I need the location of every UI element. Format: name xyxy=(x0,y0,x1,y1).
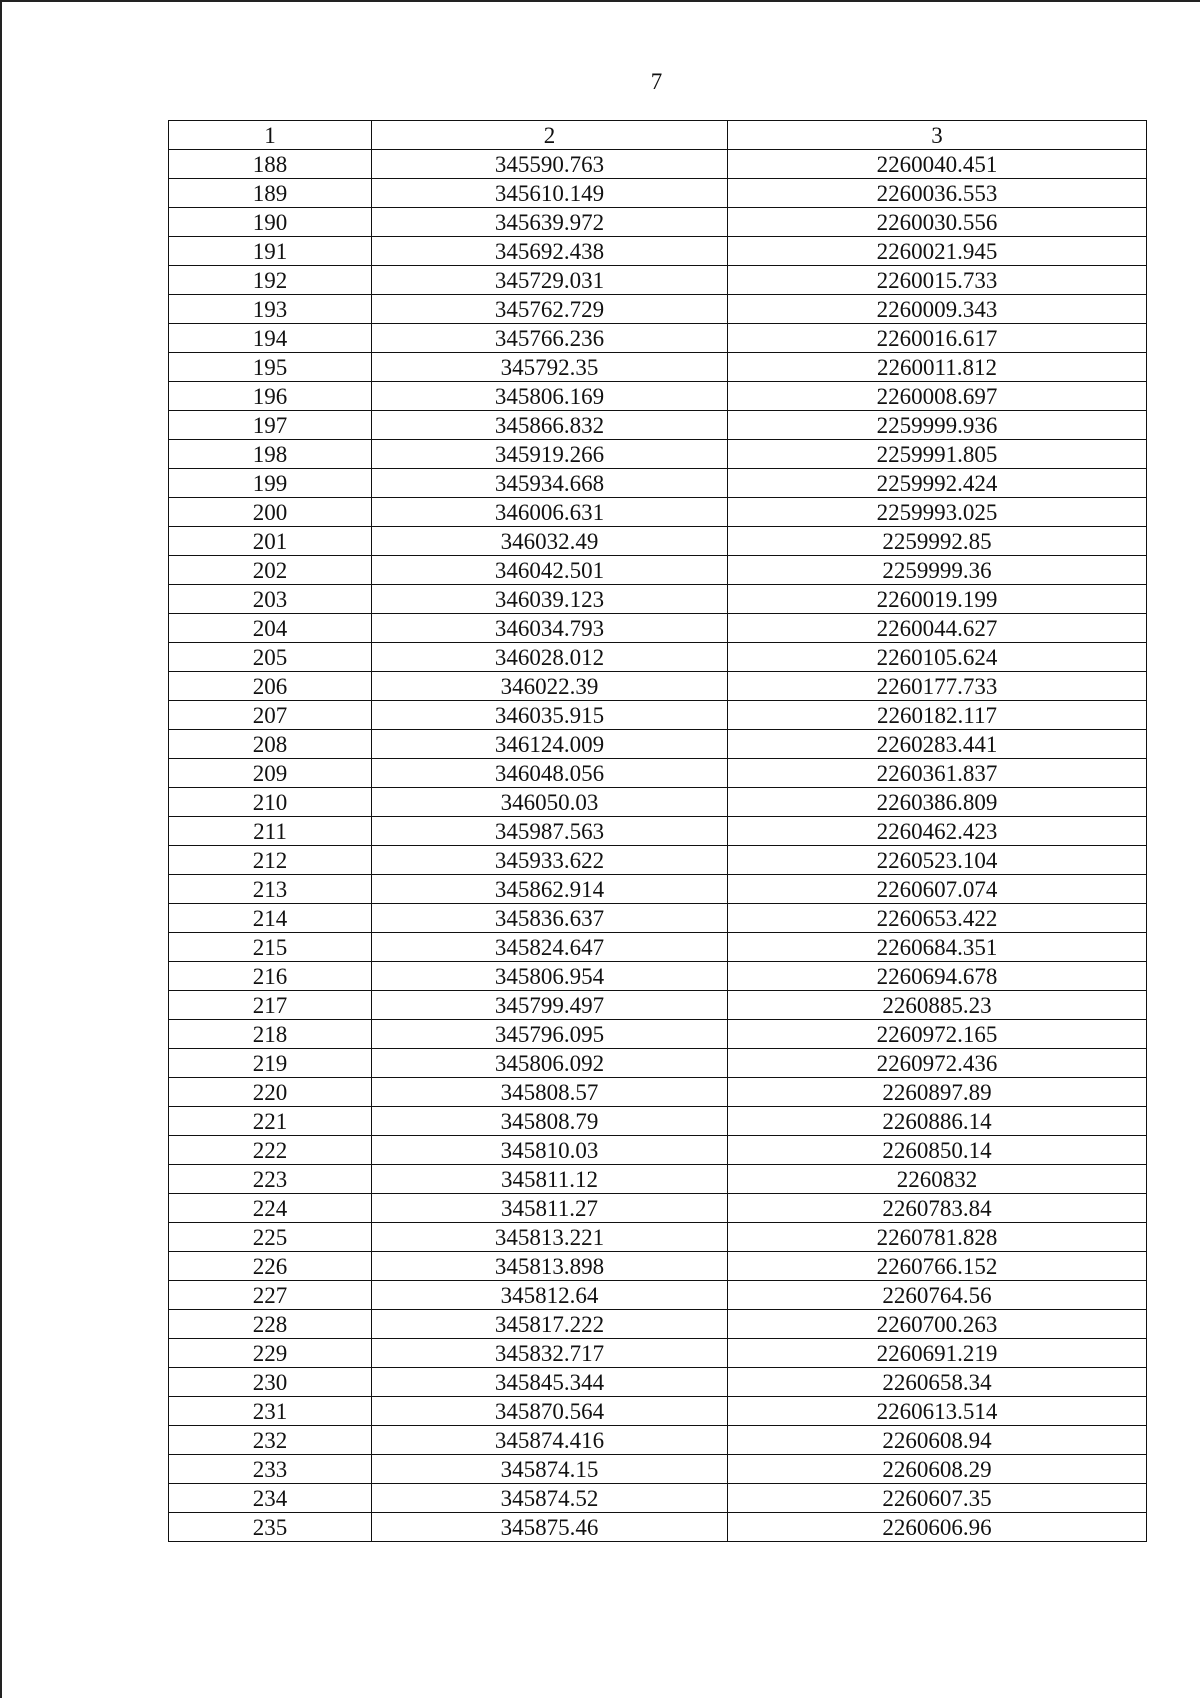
y-coordinate-cell: 2260009.343 xyxy=(728,295,1147,324)
point-number-cell: 234 xyxy=(169,1484,372,1513)
table-row xyxy=(169,469,1147,498)
y-coordinate-cell: 2260011.812 xyxy=(728,353,1147,382)
point-number-cell: 220 xyxy=(169,1078,372,1107)
y-coordinate-cell: 2259999.936 xyxy=(728,411,1147,440)
point-number-cell: 209 xyxy=(169,759,372,788)
table-row xyxy=(169,498,1147,527)
x-coordinate-cell: 345806.169 xyxy=(372,382,728,411)
x-coordinate-cell: 345590.763 xyxy=(372,150,728,179)
point-number-cell: 222 xyxy=(169,1136,372,1165)
y-coordinate-cell: 2260886.14 xyxy=(728,1107,1147,1136)
y-coordinate-cell: 2259999.36 xyxy=(728,556,1147,585)
x-coordinate-cell: 345792.35 xyxy=(372,353,728,382)
x-coordinate-cell: 345639.972 xyxy=(372,208,728,237)
y-coordinate-cell: 2259993.025 xyxy=(728,498,1147,527)
point-number-cell: 211 xyxy=(169,817,372,846)
table-row xyxy=(169,614,1147,643)
x-coordinate-cell: 345862.914 xyxy=(372,875,728,904)
table-row xyxy=(169,1513,1147,1542)
y-coordinate-cell: 2260608.94 xyxy=(728,1426,1147,1455)
y-coordinate-cell: 2259992.424 xyxy=(728,469,1147,498)
table-row xyxy=(169,1078,1147,1107)
table-row xyxy=(169,933,1147,962)
x-coordinate-cell: 346028.012 xyxy=(372,643,728,672)
table-row xyxy=(169,208,1147,237)
point-number-cell: 192 xyxy=(169,266,372,295)
y-coordinate-cell: 2260653.422 xyxy=(728,904,1147,933)
point-number-cell: 215 xyxy=(169,933,372,962)
table-row xyxy=(169,295,1147,324)
table-row xyxy=(169,759,1147,788)
y-coordinate-cell: 2260691.219 xyxy=(728,1339,1147,1368)
point-number-cell: 206 xyxy=(169,672,372,701)
y-coordinate-cell: 2260523.104 xyxy=(728,846,1147,875)
x-coordinate-cell: 345919.266 xyxy=(372,440,728,469)
table-row xyxy=(169,1252,1147,1281)
table-row xyxy=(169,1397,1147,1426)
x-coordinate-cell: 345866.832 xyxy=(372,411,728,440)
y-coordinate-cell: 2260658.34 xyxy=(728,1368,1147,1397)
point-number-cell: 199 xyxy=(169,469,372,498)
point-number-cell: 200 xyxy=(169,498,372,527)
y-coordinate-cell: 2260008.697 xyxy=(728,382,1147,411)
table-row xyxy=(169,353,1147,382)
x-coordinate-cell: 345845.344 xyxy=(372,1368,728,1397)
page-edge-top xyxy=(0,0,1200,2)
table-row xyxy=(169,150,1147,179)
y-coordinate-cell: 2260684.351 xyxy=(728,933,1147,962)
table-row xyxy=(169,1339,1147,1368)
table-row xyxy=(169,324,1147,353)
point-number-cell: 197 xyxy=(169,411,372,440)
x-coordinate-cell: 345811.27 xyxy=(372,1194,728,1223)
x-coordinate-cell: 345762.729 xyxy=(372,295,728,324)
page-number: 7 xyxy=(650,69,663,94)
x-coordinate-cell: 345824.647 xyxy=(372,933,728,962)
y-coordinate-cell: 2260016.617 xyxy=(728,324,1147,353)
point-number-cell: 193 xyxy=(169,295,372,324)
y-coordinate-cell: 2260613.514 xyxy=(728,1397,1147,1426)
y-coordinate-cell: 2260607.35 xyxy=(728,1484,1147,1513)
y-coordinate-cell: 2260182.117 xyxy=(728,701,1147,730)
point-number-cell: 204 xyxy=(169,614,372,643)
table-row xyxy=(169,991,1147,1020)
y-coordinate-cell: 2260361.837 xyxy=(728,759,1147,788)
point-number-cell: 196 xyxy=(169,382,372,411)
x-coordinate-cell: 345836.637 xyxy=(372,904,728,933)
y-coordinate-cell: 2260832 xyxy=(728,1165,1147,1194)
point-number-cell: 213 xyxy=(169,875,372,904)
x-coordinate-cell: 345874.52 xyxy=(372,1484,728,1513)
x-coordinate-cell: 346050.03 xyxy=(372,788,728,817)
point-number-cell: 218 xyxy=(169,1020,372,1049)
x-coordinate-cell: 346034.793 xyxy=(372,614,728,643)
y-coordinate-cell: 2260608.29 xyxy=(728,1455,1147,1484)
table-row xyxy=(169,904,1147,933)
y-coordinate-cell: 2260972.165 xyxy=(728,1020,1147,1049)
point-number-cell: 201 xyxy=(169,527,372,556)
x-coordinate-cell: 346006.631 xyxy=(372,498,728,527)
x-coordinate-cell: 345799.497 xyxy=(372,991,728,1020)
table-row xyxy=(169,1426,1147,1455)
y-coordinate-cell: 2260694.678 xyxy=(728,962,1147,991)
table-row xyxy=(169,1223,1147,1252)
x-coordinate-cell: 345808.79 xyxy=(372,1107,728,1136)
y-coordinate-cell: 2260766.152 xyxy=(728,1252,1147,1281)
point-number-cell: 216 xyxy=(169,962,372,991)
table-row xyxy=(169,527,1147,556)
table-row xyxy=(169,556,1147,585)
y-coordinate-cell: 2260386.809 xyxy=(728,788,1147,817)
y-coordinate-cell: 2260897.89 xyxy=(728,1078,1147,1107)
point-number-cell: 223 xyxy=(169,1165,372,1194)
point-number-cell: 231 xyxy=(169,1397,372,1426)
x-coordinate-cell: 345870.564 xyxy=(372,1397,728,1426)
table-row xyxy=(169,1107,1147,1136)
y-coordinate-cell: 2260606.96 xyxy=(728,1513,1147,1542)
point-number-cell: 202 xyxy=(169,556,372,585)
x-coordinate-cell: 345832.717 xyxy=(372,1339,728,1368)
x-coordinate-cell: 345806.092 xyxy=(372,1049,728,1078)
table-row xyxy=(169,1136,1147,1165)
x-coordinate-cell: 345933.622 xyxy=(372,846,728,875)
x-coordinate-cell: 346039.123 xyxy=(372,585,728,614)
point-number-cell: 232 xyxy=(169,1426,372,1455)
point-number-cell: 188 xyxy=(169,150,372,179)
page-edge-left xyxy=(0,0,2,1698)
table-row xyxy=(169,817,1147,846)
y-coordinate-cell: 2260462.423 xyxy=(728,817,1147,846)
point-number-cell: 219 xyxy=(169,1049,372,1078)
x-coordinate-cell: 345796.095 xyxy=(372,1020,728,1049)
y-coordinate-cell: 2260885.23 xyxy=(728,991,1147,1020)
column-header: 2 xyxy=(372,121,728,150)
table-row xyxy=(169,585,1147,614)
point-number-cell: 226 xyxy=(169,1252,372,1281)
point-number-cell: 190 xyxy=(169,208,372,237)
y-coordinate-cell: 2260030.556 xyxy=(728,208,1147,237)
point-number-cell: 195 xyxy=(169,353,372,382)
point-number-cell: 207 xyxy=(169,701,372,730)
table-row xyxy=(169,1049,1147,1078)
y-coordinate-cell: 2260850.14 xyxy=(728,1136,1147,1165)
table-row xyxy=(169,1194,1147,1223)
x-coordinate-cell: 345987.563 xyxy=(372,817,728,846)
y-coordinate-cell: 2259992.85 xyxy=(728,527,1147,556)
y-coordinate-cell: 2260040.451 xyxy=(728,150,1147,179)
point-number-cell: 194 xyxy=(169,324,372,353)
x-coordinate-cell: 345813.898 xyxy=(372,1252,728,1281)
x-coordinate-cell: 346124.009 xyxy=(372,730,728,759)
x-coordinate-cell: 345766.236 xyxy=(372,324,728,353)
table-row xyxy=(169,875,1147,904)
table-row xyxy=(169,266,1147,295)
y-coordinate-cell: 2260177.733 xyxy=(728,672,1147,701)
y-coordinate-cell: 2260700.263 xyxy=(728,1310,1147,1339)
table-row xyxy=(169,643,1147,672)
x-coordinate-cell: 346032.49 xyxy=(372,527,728,556)
x-coordinate-cell: 345875.46 xyxy=(372,1513,728,1542)
point-number-cell: 221 xyxy=(169,1107,372,1136)
table-row xyxy=(169,846,1147,875)
table-row xyxy=(169,1165,1147,1194)
column-header: 3 xyxy=(728,121,1147,150)
table-body xyxy=(169,150,1147,1542)
point-number-cell: 229 xyxy=(169,1339,372,1368)
table-row xyxy=(169,1310,1147,1339)
y-coordinate-cell: 2260781.828 xyxy=(728,1223,1147,1252)
point-number-cell: 228 xyxy=(169,1310,372,1339)
y-coordinate-cell: 2260015.733 xyxy=(728,266,1147,295)
point-number-cell: 233 xyxy=(169,1455,372,1484)
x-coordinate-cell: 345812.64 xyxy=(372,1281,728,1310)
y-coordinate-cell: 2260283.441 xyxy=(728,730,1147,759)
table-row xyxy=(169,411,1147,440)
point-number-cell: 224 xyxy=(169,1194,372,1223)
table-row xyxy=(169,701,1147,730)
x-coordinate-cell: 345817.222 xyxy=(372,1310,728,1339)
x-coordinate-cell: 346042.501 xyxy=(372,556,728,585)
x-coordinate-cell: 346048.056 xyxy=(372,759,728,788)
x-coordinate-cell: 345806.954 xyxy=(372,962,728,991)
table-row xyxy=(169,440,1147,469)
table-header-row xyxy=(169,121,1147,150)
y-coordinate-cell: 2259991.805 xyxy=(728,440,1147,469)
x-coordinate-cell: 345813.221 xyxy=(372,1223,728,1252)
y-coordinate-cell: 2260607.074 xyxy=(728,875,1147,904)
x-coordinate-cell: 345729.031 xyxy=(372,266,728,295)
table-row xyxy=(169,1484,1147,1513)
x-coordinate-cell: 345808.57 xyxy=(372,1078,728,1107)
point-number-cell: 189 xyxy=(169,179,372,208)
column-header: 1 xyxy=(169,121,372,150)
y-coordinate-cell: 2260044.627 xyxy=(728,614,1147,643)
y-coordinate-cell: 2260021.945 xyxy=(728,237,1147,266)
x-coordinate-cell: 345810.03 xyxy=(372,1136,728,1165)
y-coordinate-cell: 2260764.56 xyxy=(728,1281,1147,1310)
point-number-cell: 230 xyxy=(169,1368,372,1397)
table-row xyxy=(169,382,1147,411)
table-row xyxy=(169,179,1147,208)
x-coordinate-cell: 346022.39 xyxy=(372,672,728,701)
x-coordinate-cell: 345874.416 xyxy=(372,1426,728,1455)
point-number-cell: 214 xyxy=(169,904,372,933)
point-number-cell: 203 xyxy=(169,585,372,614)
y-coordinate-cell: 2260036.553 xyxy=(728,179,1147,208)
x-coordinate-cell: 345610.149 xyxy=(372,179,728,208)
table-row xyxy=(169,788,1147,817)
point-number-cell: 235 xyxy=(169,1513,372,1542)
x-coordinate-cell: 345811.12 xyxy=(372,1165,728,1194)
point-number-cell: 212 xyxy=(169,846,372,875)
table-row xyxy=(169,672,1147,701)
table-row xyxy=(169,1368,1147,1397)
table-row xyxy=(169,962,1147,991)
x-coordinate-cell: 345934.668 xyxy=(372,469,728,498)
table-row xyxy=(169,1020,1147,1049)
x-coordinate-cell: 346035.915 xyxy=(372,701,728,730)
point-number-cell: 227 xyxy=(169,1281,372,1310)
table-row xyxy=(169,730,1147,759)
coordinates-table xyxy=(168,120,1147,1542)
table-row xyxy=(169,1455,1147,1484)
point-number-cell: 217 xyxy=(169,991,372,1020)
point-number-cell: 205 xyxy=(169,643,372,672)
point-number-cell: 198 xyxy=(169,440,372,469)
y-coordinate-cell: 2260972.436 xyxy=(728,1049,1147,1078)
x-coordinate-cell: 345692.438 xyxy=(372,237,728,266)
y-coordinate-cell: 2260105.624 xyxy=(728,643,1147,672)
table-row xyxy=(169,237,1147,266)
point-number-cell: 208 xyxy=(169,730,372,759)
point-number-cell: 225 xyxy=(169,1223,372,1252)
point-number-cell: 191 xyxy=(169,237,372,266)
x-coordinate-cell: 345874.15 xyxy=(372,1455,728,1484)
table-row xyxy=(169,1281,1147,1310)
point-number-cell: 210 xyxy=(169,788,372,817)
y-coordinate-cell: 2260783.84 xyxy=(728,1194,1147,1223)
y-coordinate-cell: 2260019.199 xyxy=(728,585,1147,614)
